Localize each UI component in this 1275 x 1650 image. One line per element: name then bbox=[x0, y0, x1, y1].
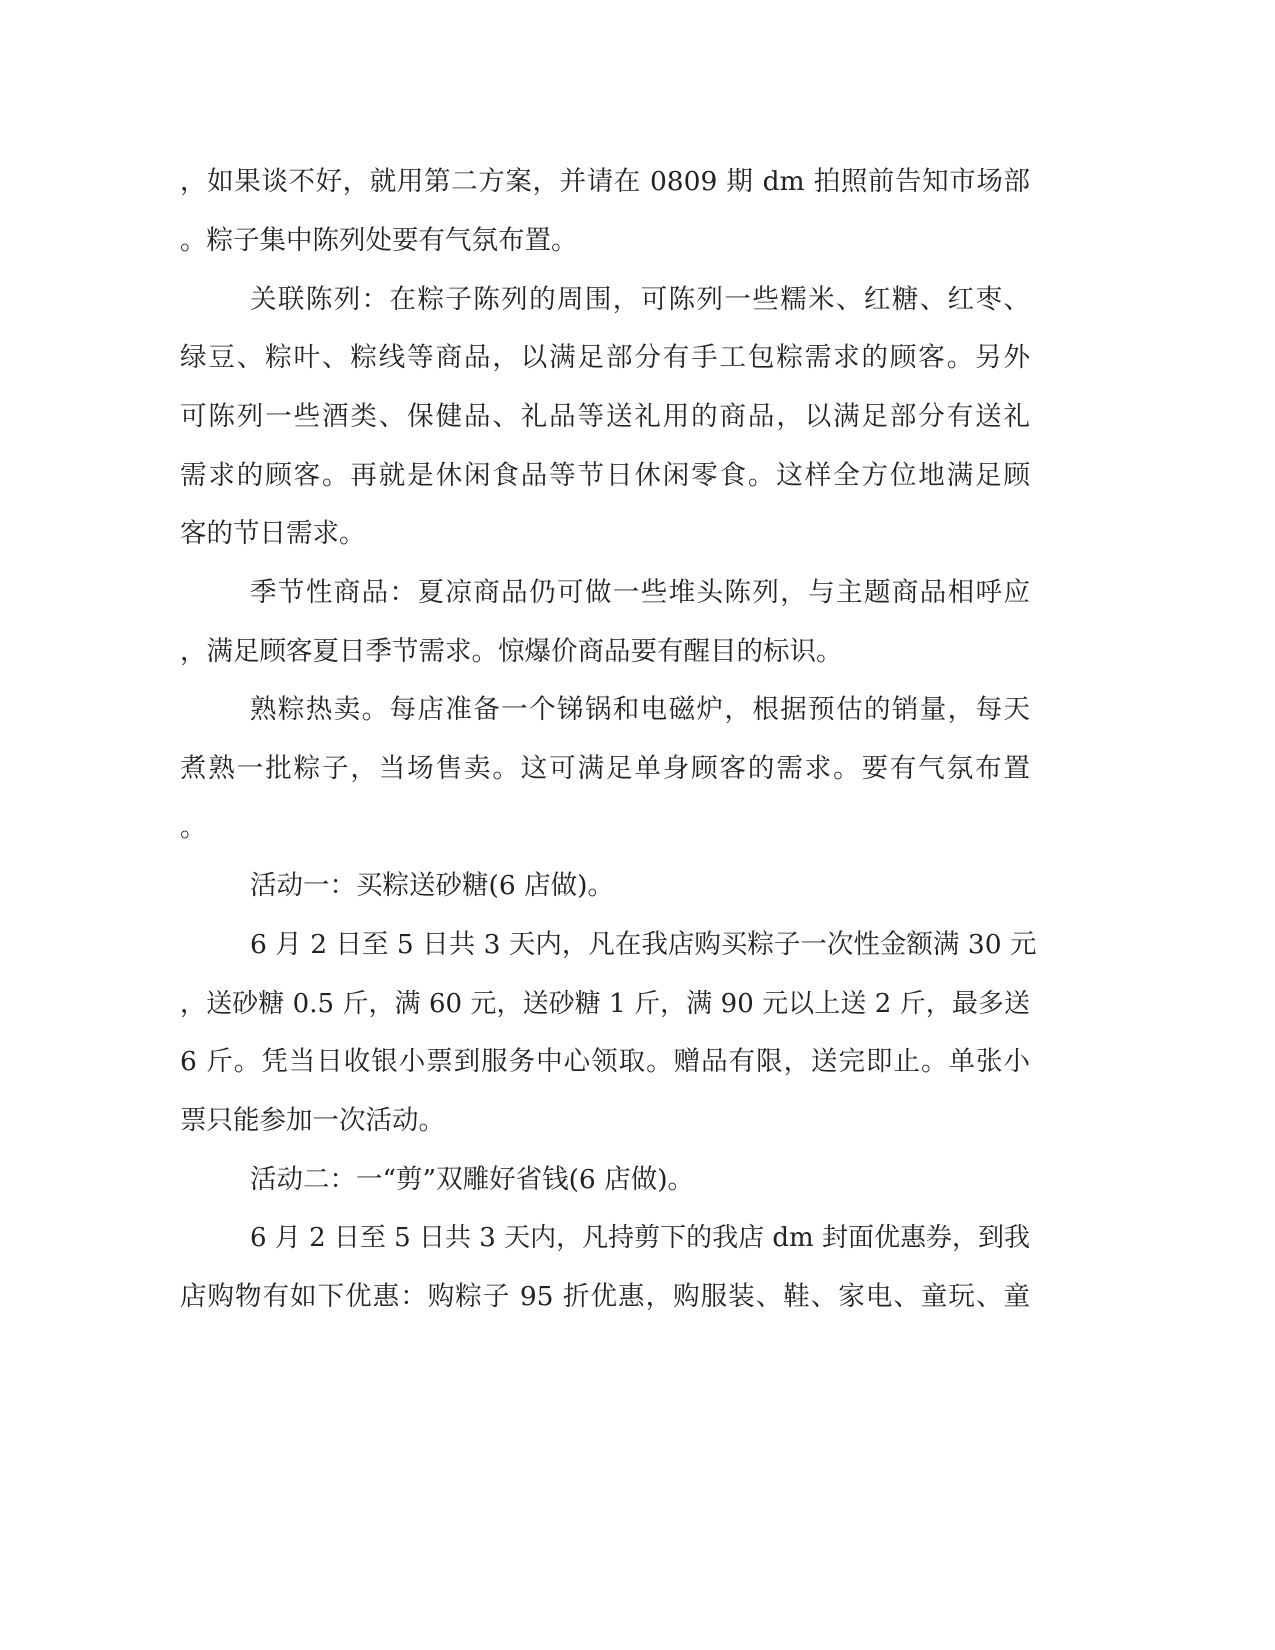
text-line: 煮熟一批粽子，当场售卖。这可满足单身顾客的需求。要有气氛布置 bbox=[180, 753, 1030, 784]
text-line: 需求的顾客。再就是休闲食品等节日休闲零食。这样全方位地满足顾 bbox=[180, 460, 1030, 491]
text-line: 6 月 2 日至 5 日共 3 天内，凡持剪下的我店 dm 封面优惠券，到我 bbox=[250, 1223, 1030, 1253]
text-line: 店购物有如下优惠：购粽子 95 折优惠，购服装、鞋、家电、童玩、童 bbox=[180, 1281, 1030, 1312]
text-line: 6 斤。凭当日收银小票到服务中心领取。赠品有限，送完即止。单张小 bbox=[180, 1046, 1030, 1077]
text-line: 活动二：一“剪”双雕好省钱(6 店做)。 bbox=[250, 1164, 695, 1195]
text-line: 季节性商品：夏凉商品仍可做一些堆头陈列，与主题商品相呼应 bbox=[250, 577, 1030, 608]
text-line: ，满足顾客夏日季节需求。惊爆价商品要有醒目的标识。 bbox=[180, 636, 843, 667]
text-line: 客的节日需求。 bbox=[180, 518, 366, 549]
text-line: 。 bbox=[180, 812, 207, 843]
text-line: 熟粽热卖。每店准备一个锑锅和电磁炉，根据预估的销量，每天 bbox=[250, 694, 1030, 725]
text-line: ，送砂糖 0.5 斤，满 60 元，送砂糖 1 斤，满 90 元以上送 2 斤，最多送 bbox=[180, 989, 1030, 1019]
text-line: 。粽子集中陈列处要有气氛布置。 bbox=[180, 225, 578, 256]
text-line: 绿豆、粽叶、粽线等商品，以满足部分有手工包粽需求的顾客。另外 bbox=[180, 342, 1030, 373]
text-line: 6 月 2 日至 5 日共 3 天内，凡在我店购买粽子一次性金额满 30 元 bbox=[250, 929, 1037, 960]
text-line: 活动一：买粽送砂糖(6 店做)。 bbox=[250, 870, 614, 901]
text-line: ，如果谈不好，就用第二方案，并请在 0809 期 dm 拍照前告知市场部 bbox=[180, 166, 1030, 197]
text-line: 票只能参加一次活动。 bbox=[180, 1105, 445, 1136]
text-line: 关联陈列：在粽子陈列的周围，可陈列一些糯米、红糖、红枣、 bbox=[250, 284, 1030, 315]
text-line: 可陈列一些酒类、保健品、礼品等送礼用的商品，以满足部分有送礼 bbox=[180, 401, 1030, 432]
